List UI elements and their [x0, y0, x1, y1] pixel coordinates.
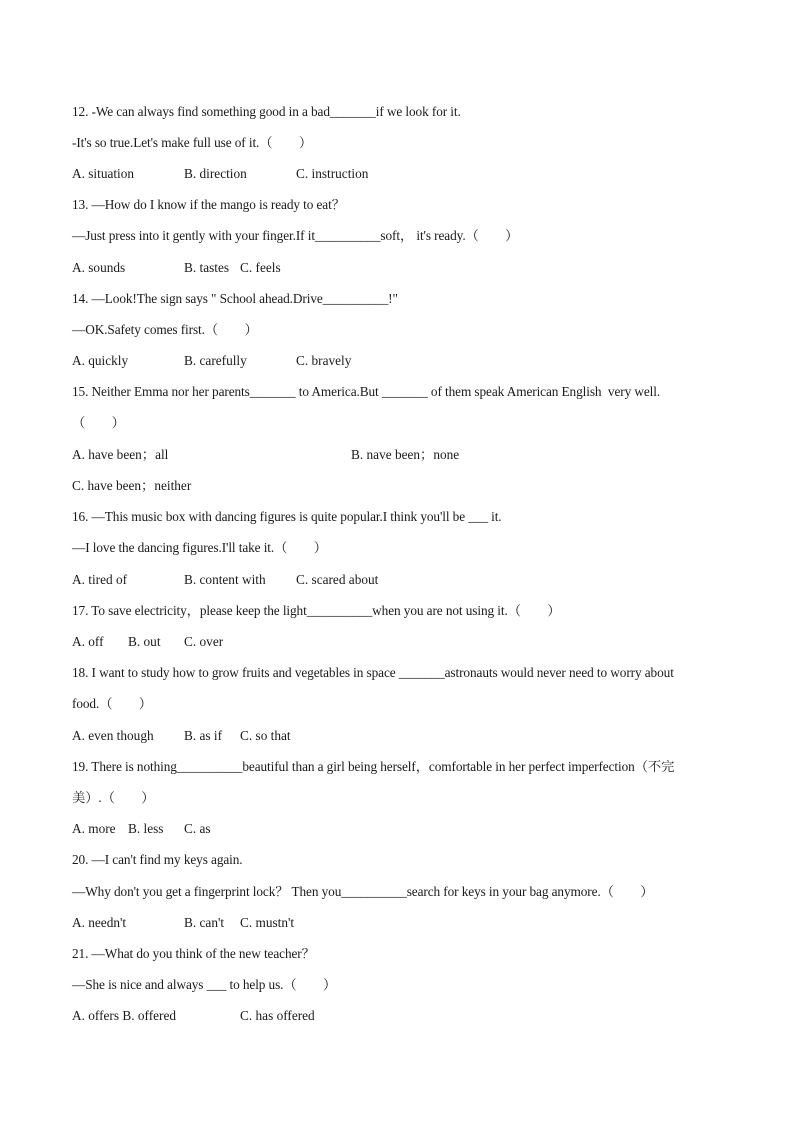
- q16-option-a: A. tired of: [72, 572, 128, 587]
- q15-option-a: A. have been；all: [72, 447, 169, 462]
- q13-reply: —Just press into it gently with your finger.If it__________soft， it's ready.（ ）: [72, 228, 519, 243]
- q15-option-c: C. have been；neither: [72, 478, 192, 493]
- q16-option-c: C. scared about: [296, 572, 379, 587]
- q12-option-c: C. instruction: [296, 166, 369, 181]
- q21-option-c: C. has offered: [240, 1008, 315, 1023]
- q17-option-c: C. over: [184, 634, 224, 649]
- q14-option-b: B. carefully: [184, 353, 247, 368]
- q19-stem: 19. There is nothing__________beautiful than a girl being herself，comfortable in her perfect imperfection（不完: [72, 759, 675, 774]
- q16-stem: 16. —This music box with dancing figures is quite popular.I think you'll be ___ it.: [72, 509, 502, 524]
- q14-reply: —OK.Safety comes first.（ ）: [72, 322, 258, 337]
- q14-option-c: C. bravely: [296, 353, 352, 368]
- q14-stem: 14. —Look!The sign says " School ahead.Drive__________!": [72, 291, 398, 306]
- q17-option-b: B. out: [128, 634, 161, 649]
- q18-stem: 18. I want to study how to grow fruits and vegetables in space _______astronauts would never need to worry about: [72, 665, 674, 680]
- q15-stem: 15. Neither Emma nor her parents_______ to America.But _______ of them speak American English very well.: [72, 384, 661, 399]
- q12-option-b: B. direction: [184, 166, 247, 181]
- q19-option-c: C. as: [184, 821, 211, 836]
- q12-reply: -It's so true.Let's make full use of it.（ ）: [72, 135, 313, 150]
- q20-option-b: B. can't: [184, 915, 225, 930]
- q18-option-b: B. as if: [184, 728, 223, 743]
- q16-option-b: B. content with: [184, 572, 266, 587]
- q18-cont: food.（ ）: [72, 696, 152, 711]
- q17-stem: 17. To save electricity，please keep the light__________when you are not using it.（ ）: [72, 603, 561, 618]
- q21-option-ab: A. offers B. offered: [72, 1008, 177, 1023]
- q13-stem: 13. —How do I know if the mango is ready to eat？: [72, 197, 345, 212]
- q20-reply: —Why don't you get a fingerprint lock？ Then you__________search for keys in your bag anymore.（ ）: [72, 884, 654, 899]
- q18-option-a: A. even though: [72, 728, 154, 743]
- q16-reply: —I love the dancing figures.I'll take it.（ ）: [72, 540, 327, 555]
- q20-stem: 20. —I can't find my keys again.: [72, 852, 243, 867]
- q20-option-a: A. needn't: [72, 915, 127, 930]
- q19-option-a: A. more: [72, 821, 116, 836]
- q21-stem: 21. —What do you think of the new teacher？: [72, 946, 315, 961]
- q21-reply: —She is nice and always ___ to help us.（ ）: [72, 977, 337, 992]
- q12-option-a: A. situation: [72, 166, 135, 181]
- q13-option-b: B. tastes: [184, 260, 230, 275]
- q12-stem: 12. -We can always find something good in a bad_______if we look for it.: [72, 104, 461, 119]
- q15-paren: （ ）: [72, 415, 125, 430]
- q13-option-c: C. feels: [240, 260, 281, 275]
- q15-option-b: B. nave been；none: [351, 447, 460, 462]
- q18-option-c: C. so that: [240, 728, 291, 743]
- q19-cont: 美）.（ ）: [72, 790, 155, 805]
- q17-option-a: A. off: [72, 634, 104, 649]
- q14-option-a: A. quickly: [72, 353, 129, 368]
- q19-option-b: B. less: [128, 821, 164, 836]
- q13-option-a: A. sounds: [72, 260, 126, 275]
- q20-option-c: C. mustn't: [240, 915, 295, 930]
